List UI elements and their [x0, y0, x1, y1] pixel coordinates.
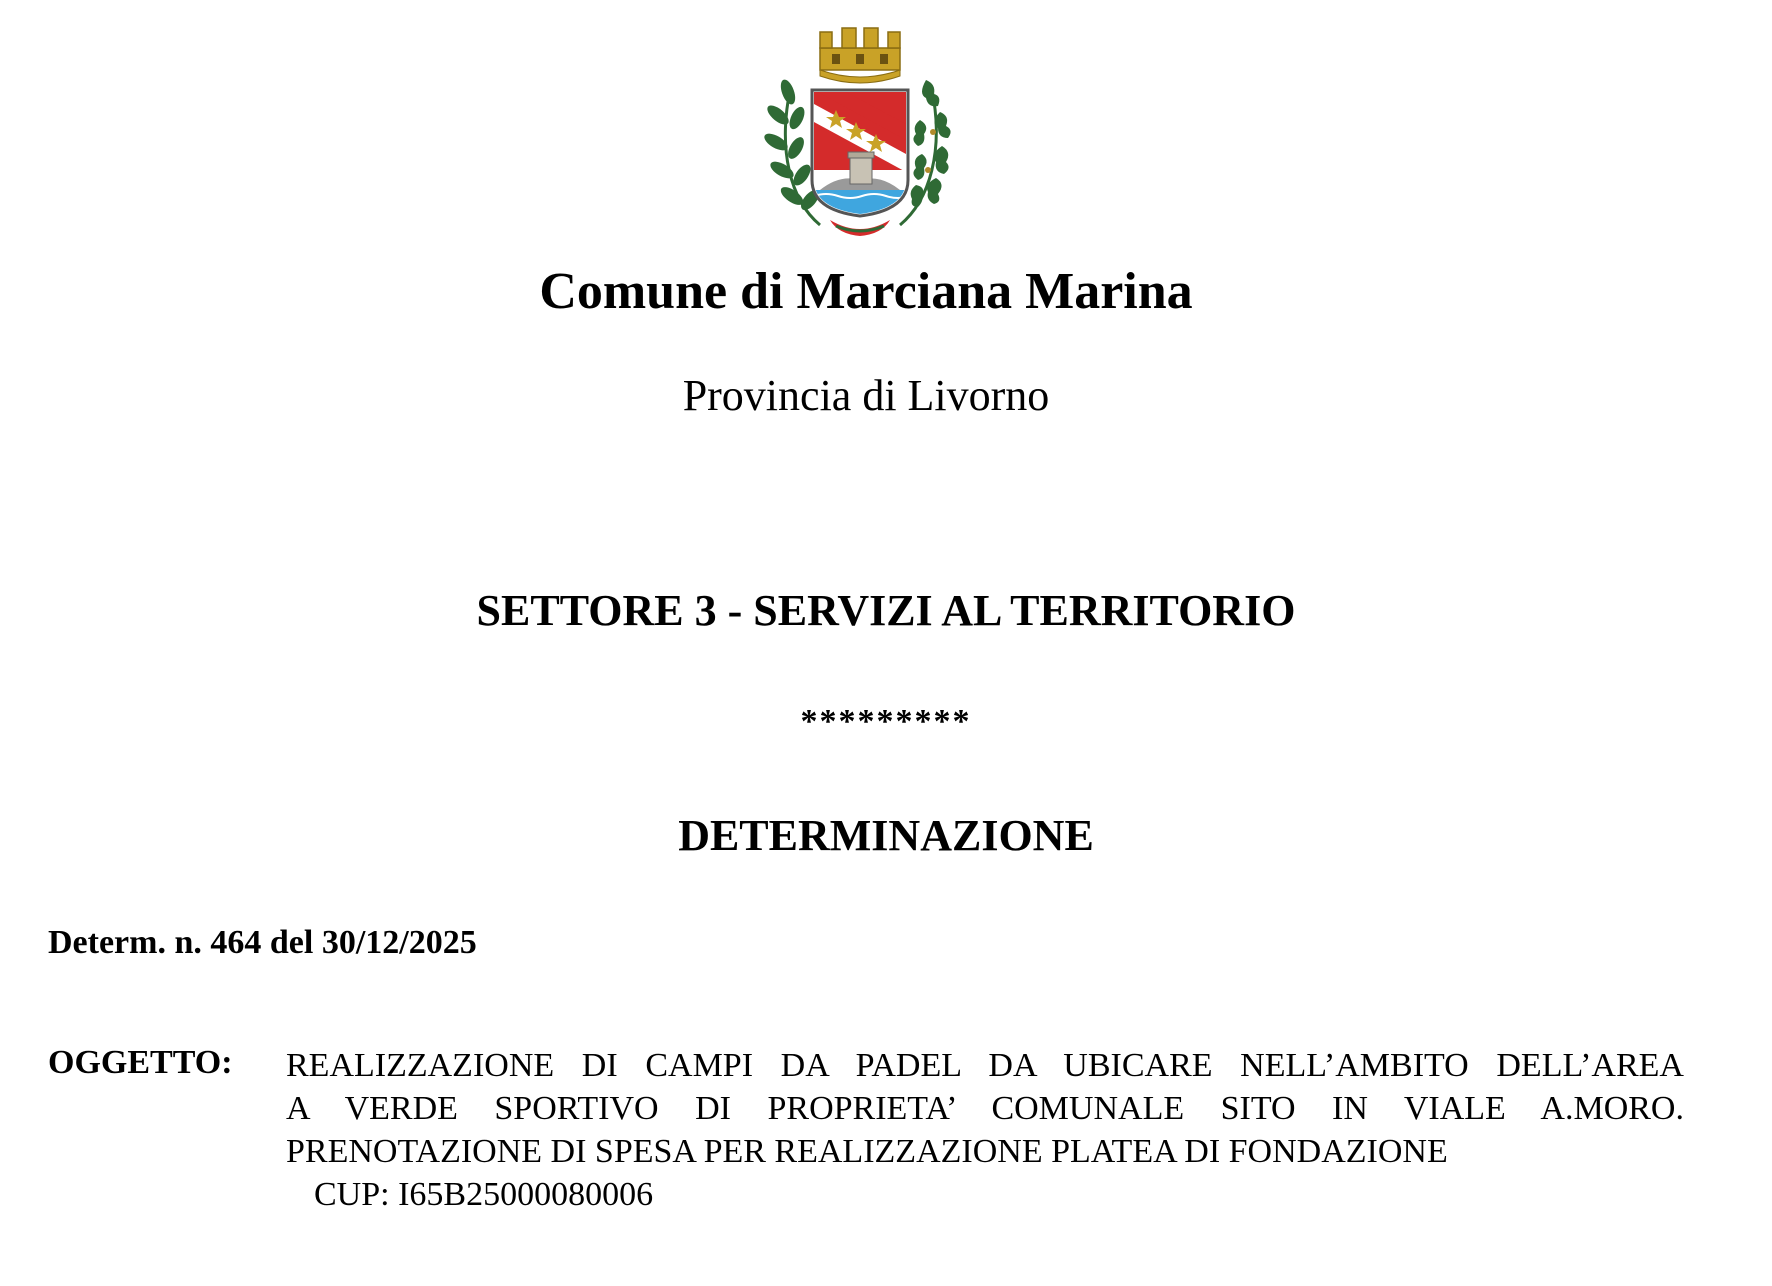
document-type-heading: DETERMINAZIONE: [678, 811, 1094, 860]
cup-code: CUP: I65B25000080006: [314, 1176, 654, 1213]
determination-number: Determ. n. 464 del 30/12/2025: [48, 924, 477, 961]
separator-stars: *********: [800, 703, 972, 740]
municipality-name: Comune di Marciana Marina: [539, 263, 1193, 320]
subject-label: OGGETTO:: [48, 1044, 233, 1081]
subject-line: A VERDE SPORTIVO DI PROPRIETA’ COMUNALE SITO IN VIALE A.MORO.: [286, 1090, 1684, 1127]
province-name: Provincia di Livorno: [682, 371, 1050, 420]
subject-line: REALIZZAZIONE DI CAMPI DA PADEL DA UBICARE NELL’AMBITO DELL’AREA: [286, 1047, 1684, 1084]
sector-heading: SETTORE 3 - SERVIZI AL TERRITORIO: [476, 586, 1296, 635]
coat-of-arms-icon: [750, 20, 970, 250]
subject-text: [286, 1044, 1684, 1216]
subject-line: PRENOTAZIONE DI SPESA PER REALIZZAZIONE PLATEA DI FONDAZIONE: [286, 1133, 1448, 1170]
